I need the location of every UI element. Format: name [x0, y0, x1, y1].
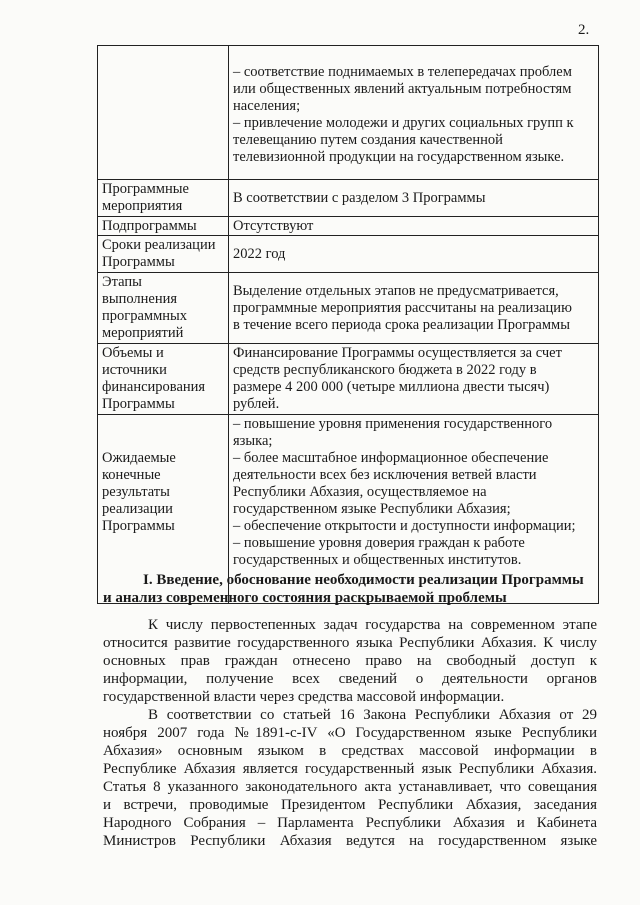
row-label: [98, 344, 229, 415]
heading-line: I. Введение, обоснование необходимости реализации Программы: [143, 572, 584, 588]
paragraph-intro: [103, 616, 597, 706]
paragraph-line: Статья 8 указанного законодательного акта устанавливает, что совещания: [103, 779, 597, 795]
paragraph-line: К числу первостепенных задач государства на современном этапе: [148, 617, 597, 633]
label-line: выполнения: [102, 291, 178, 307]
label-line: источники: [102, 362, 167, 378]
table-row: [98, 236, 599, 273]
table-row: [98, 217, 599, 236]
paragraph-line: и встречи, проводимые Президентом Республики Абхазия, заседания: [103, 797, 597, 813]
value-line: телевещанию путем создания качественной: [233, 132, 503, 148]
value-line: – более масштабное информационное обеспечение: [233, 450, 549, 466]
paragraph-line: Народного Собрания – Парламента Республики Абхазия и Кабинета: [103, 815, 597, 831]
label-line: Этапы: [102, 274, 142, 290]
program-passport-table: [97, 45, 599, 604]
paragraph-line: Министров Республики Абхазия ведутся на государственном языке: [103, 833, 597, 849]
row-value: [229, 217, 599, 236]
row-label: [98, 46, 229, 180]
label-line: мероприятия: [102, 198, 183, 214]
value-line: Выделение отдельных этапов не предусматривается,: [233, 283, 559, 299]
label-line: Сроки реализации: [102, 237, 216, 253]
value-line: телевизионной продукции на государственном языке.: [233, 149, 565, 165]
label-line: Программы: [102, 254, 175, 270]
value-line: средств республиканского бюджета в 2022 году в: [233, 362, 537, 378]
label-line: результаты: [102, 484, 170, 500]
paragraph-line: В соответствии со статьей 16 Закона Республики Абхазия от 29: [148, 707, 597, 723]
row-label: [98, 273, 229, 344]
label-line: мероприятий: [102, 325, 184, 341]
value-line: – соответствие поднимаемых в телепередачах проблем: [233, 64, 572, 80]
value-line: деятельности всех без исключения ветвей власти: [233, 467, 537, 483]
label-line: Объемы и: [102, 345, 164, 361]
value-line: или общественных явлений актуальным потребностям: [233, 81, 572, 97]
value-line: – обеспечение открытости и доступности информации;: [233, 518, 576, 534]
label-line: Программы: [102, 518, 175, 534]
row-label: [98, 217, 229, 236]
value-line: Республики Абхазия, осуществляемое на: [233, 484, 487, 500]
label-line: программных: [102, 308, 187, 324]
paragraph-line: относится развитие государственного языка Республики Абхазия. К числу: [103, 635, 597, 651]
value-line: размере 4 200 000 (четыре миллиона двести тысяч): [233, 379, 550, 395]
label-line: Ожидаемые: [102, 450, 176, 466]
table-row: [98, 46, 599, 180]
value-line: населения;: [233, 98, 301, 114]
row-value: [229, 236, 599, 273]
paragraph-line: ноября 2007 года №1891-с-IV «О Государственном языке Республики: [103, 725, 597, 741]
table-row: [98, 273, 599, 344]
paragraph-law: [103, 706, 597, 850]
table-row: [98, 344, 599, 415]
label-line: Подпрограммы: [102, 218, 197, 234]
row-label: [98, 236, 229, 273]
row-value: [229, 46, 599, 180]
row-value: [229, 344, 599, 415]
value-line: – повышение уровня применения государственного: [233, 416, 553, 432]
value-line: языка;: [233, 433, 273, 449]
value-line: В соответствии с разделом 3 Программы: [233, 190, 486, 206]
label-line: финансирования: [102, 379, 206, 395]
row-value: [229, 273, 599, 344]
row-label: [98, 180, 229, 217]
heading-line: и анализ современного состояния раскрываемой проблемы: [103, 590, 507, 606]
paragraph-line: Республике Абхазия является государственный язык Республики Абхазия.: [103, 761, 597, 777]
value-line: в течение всего периода срока реализации Программы: [233, 317, 570, 333]
page-number: 2.: [578, 22, 590, 38]
label-line: Программные: [102, 181, 189, 197]
label-line: Программы: [102, 396, 175, 412]
label-line: конечные: [102, 467, 161, 483]
paragraph-line: государственной власти через средства массовой информации.: [103, 689, 505, 705]
value-line: Отсутствуют: [233, 218, 314, 234]
row-value: [229, 180, 599, 217]
value-line: – повышение уровня доверия граждан к работе: [233, 535, 525, 551]
value-line: 2022 год: [233, 246, 286, 262]
paragraph-line: основных прав граждан отнесено право на свободный доступ к: [103, 653, 597, 669]
value-line: программные мероприятия рассчитаны на реализацию: [233, 300, 572, 316]
value-line: Финансирование Программы осуществляется за счет: [233, 345, 562, 361]
value-line: рублей.: [233, 396, 280, 412]
value-line: государственном языке Республики Абхазия;: [233, 501, 511, 517]
paragraph-line: информации, получение всех сведений о деятельности органов: [103, 671, 597, 687]
table-row: [98, 180, 599, 217]
value-line: государственных и общественных институтов.: [233, 552, 522, 568]
value-line: – привлечение молодежи и других социальных групп к: [233, 115, 574, 131]
label-line: реализации: [102, 501, 173, 517]
paragraph-line: Абхазия» основным языком в средствах массовой информации в: [103, 743, 597, 759]
section-heading: [103, 571, 584, 607]
